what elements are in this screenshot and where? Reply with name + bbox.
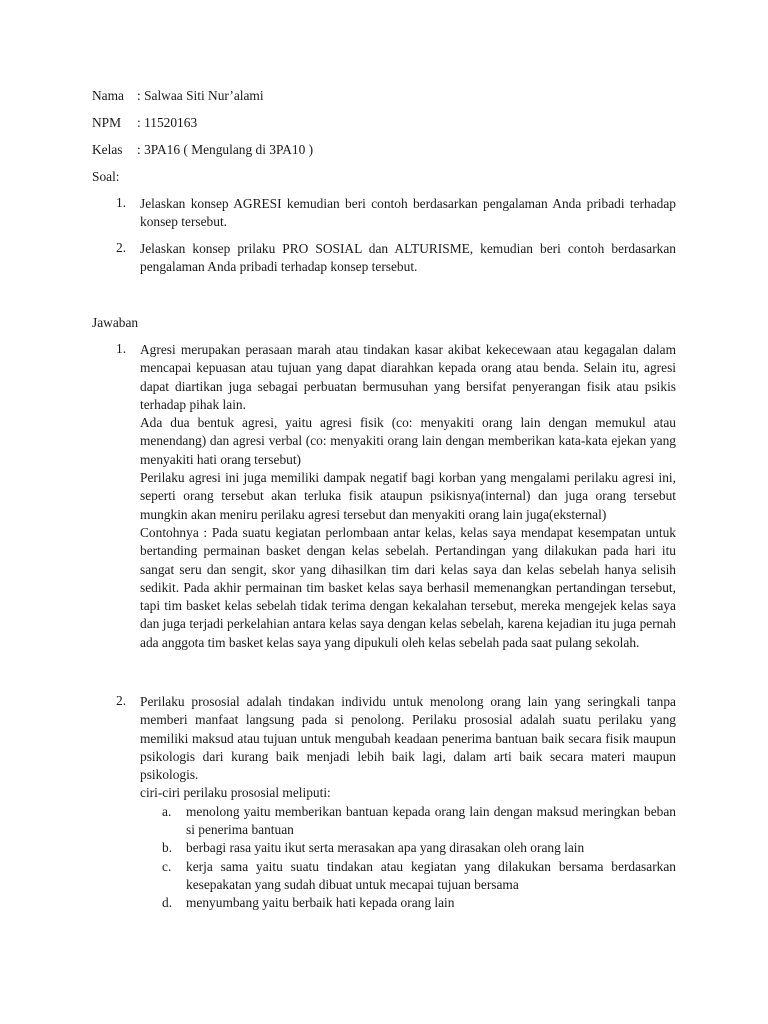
soal-item-2 bbox=[116, 240, 676, 277]
answer-1-number: 1. bbox=[116, 341, 127, 356]
kelas-value: : 3PA16 ( Mengulang di 3PA10 ) bbox=[137, 142, 314, 157]
ciri-text: menolong yaitu memberikan bantuan kepada orang lain dengan maksud meringkan beban si penerima bantuan bbox=[186, 803, 676, 838]
ciri-letter: a. bbox=[162, 803, 172, 819]
ciri-letter: c. bbox=[162, 858, 172, 874]
soal-title: Soal: bbox=[92, 169, 120, 184]
ciri-text: berbagi rasa yaitu ikut serta merasakan apa yang dirasakan oleh orang lain bbox=[186, 840, 585, 856]
ciri-item bbox=[140, 894, 676, 912]
ciri-item bbox=[140, 803, 676, 840]
answer-2-body bbox=[140, 693, 676, 913]
nama-value: : Salwaa Siti Nur’alami bbox=[137, 88, 264, 103]
answer-1-body bbox=[140, 341, 676, 652]
soal-item-1-number: 1. bbox=[116, 195, 127, 210]
answer-1-paragraph: Perilaku agresi ini juga memiliki dampak negatif bagi korban yang mengalami perilaku agresi ini, seperti orang tersebut akan terluka fisik ataupun psikisnya(internal) dan juga orang tersebut mungkin akan meniru perilaku agresi tersebut dan menyakiti orang lain juga(eksternal) bbox=[140, 470, 676, 522]
soal-item-1 bbox=[116, 195, 676, 232]
answer-1 bbox=[116, 341, 676, 652]
ciri-item bbox=[140, 858, 676, 895]
answer-1-paragraph: Ada dua bentuk agresi, yaitu agresi fisik (co: menyakiti orang lain dengan memukul atau menendang) dan agresi verbal (co: menyakiti orang lain dengan memberikan kata-kata ejekan yang menyakiti hati orang tersebut) bbox=[140, 415, 676, 467]
nama-label: Nama bbox=[92, 88, 124, 103]
npm-label: NPM bbox=[92, 115, 122, 130]
header-kelas bbox=[92, 141, 313, 159]
answer-2 bbox=[116, 693, 676, 913]
ciri-item bbox=[140, 839, 676, 857]
ciri-title: ciri-ciri perilaku prososial meliputi: bbox=[140, 785, 331, 801]
ciri-letter: d. bbox=[162, 895, 173, 911]
answer-1-paragraph: Contohnya : Pada suatu kegiatan perlombaan antar kelas, kelas saya mendapat kesempatan untuk bertanding permainan basket dengan kelas sebelah. Pertandingan yang dilakukan pada hari itu sangat seru dan sengit, skor yang dihasilkan tim dari kelas saya dan kelas sebelah hanya selisih sedikit. Pada akhir permainan tim basket kelas saya berhasil memenangkan pertandingan tersebut, tapi tim basket kelas sebelah tidak terima dengan kekalahan tersebut, mereka mengejek kelas saya dan juga terjadi perkelahian antara kelas saya dengan kelas sebelah, karena kejadian itu juga pernah ada anggota tim basket kelas saya yang dipukuli oleh kelas sebelah pada saat pulang sekolah. bbox=[140, 524, 676, 650]
ciri-list bbox=[140, 803, 676, 913]
ciri-text: menyumbang yaitu berbaik hati kepada orang lain bbox=[186, 895, 455, 911]
kelas-label: Kelas bbox=[92, 142, 123, 157]
jawaban-title: Jawaban bbox=[92, 315, 139, 330]
soal-item-2-text: Jelaskan konsep prilaku PRO SOSIAL dan ALTURISME, kemudian beri contoh berdasarkan pengalaman Anda pribadi terhadap konsep tersebut. bbox=[140, 241, 676, 275]
ciri-text: kerja sama yaitu suatu tindakan atau kegiatan yang dilakukan bersama berdasarkan kesepakatan yang sudah dibuat untuk mecapai tujuan bersama bbox=[186, 858, 676, 892]
answer-1-paragraph: Agresi merupakan perasaan marah atau tindakan kasar akibat kekecewaan atau kegagalan dalam mencapai kepuasan atau tujuan yang dapat diarahkan kepada orang atau benda. Selain itu, agresi dapat diartikan juga sebagai perbuatan bermusuhan yang bersifat penyerangan fisik atau psikis terhadap pihak lain. bbox=[140, 342, 676, 412]
answer-2-intro: Perilaku prososial adalah tindakan individu untuk menolong orang lain yang seringkali tanpa memberi manfaat langsung pada si penolong. Perilaku prososial adalah suatu perilaku yang memiliki maksud atau tujuan untuk mengubah keadaan penerima bantuan baik secara fisik maupun psikologis dari kurang baik menjadi lebih baik lagi, dalam arti baik secara materi maupun psikologis. bbox=[140, 694, 676, 783]
npm-value: : 11520163 bbox=[137, 115, 198, 130]
soal-item-1-text: Jelaskan konsep AGRESI kemudian beri contoh berdasarkan pengalaman Anda pribadi terhadap konsep tersebut. bbox=[140, 196, 676, 230]
answer-2-number: 2. bbox=[116, 693, 127, 708]
ciri-letter: b. bbox=[162, 840, 173, 856]
soal-item-2-number: 2. bbox=[116, 240, 127, 255]
header-npm bbox=[92, 114, 197, 132]
header-nama bbox=[92, 87, 264, 105]
